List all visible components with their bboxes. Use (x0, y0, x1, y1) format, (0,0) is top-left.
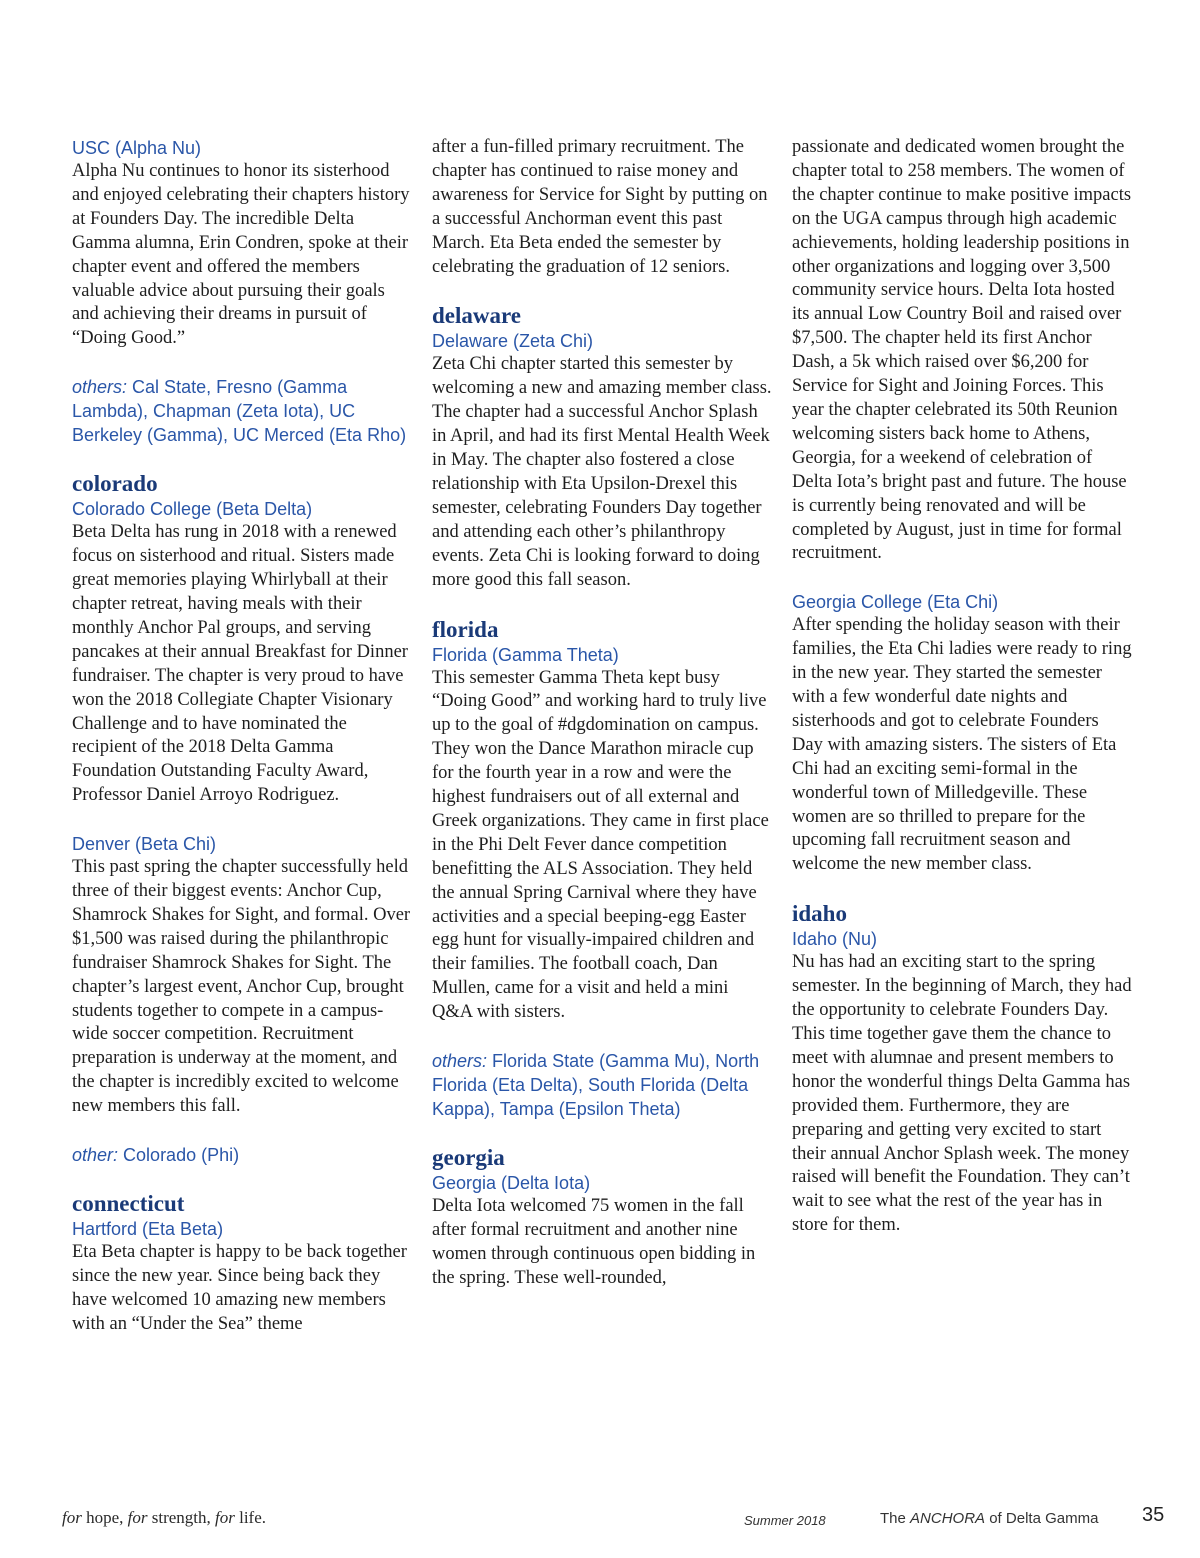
chapter-text-hartford: Eta Beta chapter is happy to be back together since the new year. Since being back they have welcomed 10 amazing new members with an “Under the Sea” theme (72, 1242, 407, 1334)
state-heading-idaho: idaho (792, 901, 847, 927)
others-list: Cal State, Fresno (Gamma Lambda), Chapman (Zeta Iota), UC Berkeley (Gamma), UC Merced (Eta Rho) (72, 377, 407, 446)
chapter-name-delaware: Delaware (Zeta Chi) (432, 331, 594, 352)
chapter-name-denver: Denver (Beta Chi) (72, 834, 217, 855)
others-list: Florida State (Gamma Mu), North Florida (Eta Delta), South Florida (Delta Kappa), Tampa (Epsilon Theta) (432, 1051, 760, 1120)
state-heading-florida: florida (432, 616, 499, 642)
chapter-name-usc: USC (Alpha Nu) (72, 138, 202, 158)
chapter-text-denver: This past spring the chapter successfully held three of their biggest events: Anchor Cup, Shamrock Shakes for Sight, and formal. Over $1,500 was raised during the philanthropic fundraiser Shamrock Shakes for Sight. The chapter’s largest event, Anchor Cup, brought students together to compete in a campus-wide soccer competition. Recruitment preparation is underway at the moment, and the chapter is incredibly excited to welcome new members this fall. (72, 857, 411, 1117)
others-label: others: (432, 1051, 488, 1072)
chapter-name-florida: Florida (Gamma Theta) (432, 644, 619, 665)
chapter-name-idaho: Idaho (Nu) (792, 929, 878, 950)
others-florida (432, 1049, 772, 1121)
chapter-name-hartford: Hartford (Eta Beta) (72, 1219, 224, 1240)
state-heading-colorado: colorado (72, 471, 158, 497)
page-number: 35 (1142, 1504, 1165, 1526)
state-heading-delaware: delaware (432, 303, 522, 329)
magazine-title (880, 1510, 1098, 1527)
column-1 (72, 136, 412, 1337)
chapter-text-georgia-continued: passionate and dedicated women brought the chapter total to 258 members. The women of the chapter continue to make positive impacts on the UGA campus through high academic achievements, holding leadership positions in other organizations and logging over 3,500 community service hours. Delta Iota hosted its annual Low Country Boil and raised over $7,500. The chapter held its first Anchor Dash, a 5k which raised over $6,200 for Service for Sight and Joining Forces. This year the chapter celebrated its 50th Reunion welcoming sisters back home to Athens, Georgia, for a weekend of celebration of Delta Iota’s bright past and future. The house is currently being renovated and will be completed by August, just in time for formal recruitment. (792, 137, 1132, 564)
chapter-text-colorado-college: Beta Delta has rung in 2018 with a renewed focus on sisterhood and ritual. Sisters made great memories playing Whirlyball at their chapter retreat, having meals with their monthly Anchor Pal groups, and serving pancakes at their annual Breakfast for Dinner fundraiser. The chapter is very proud to have won the 2018 Collegiate Chapter Visionary Challenge and to have nominated the recipient of the 2018 Delta Gamma Foundation Outstanding Faculty Award, Professor Daniel Arroyo Rodriguez. (72, 522, 408, 806)
footer-tagline (62, 1508, 266, 1528)
chapter-text-georgia: Delta Iota welcomed 75 women in the fall after formal recruitment and another nine women through continuous open bidding in the spring. These well-rounded, (432, 1196, 756, 1288)
tagline-life: life. (239, 1508, 267, 1527)
chapter-text-florida: This semester Gamma Theta kept busy “Doing Good” and working hard to truly live up to the goal of #dgdomination on campus. They won the Dance Marathon miracle cup for the fourth year in a row and were the highest fundraisers out of all external and Greek organizations. They came in first place in the Phi Delt Fever dance competition benefitting the ALS Association. They held the annual Spring Carnival where they have activities and a special beeping-egg Easter egg hunt for visually-impaired children and their families. The football coach, Dan Mullen, came for a visit and held a mini Q&A with sisters. (432, 667, 769, 1023)
tagline-for: for (215, 1508, 235, 1527)
chapter-text-usc: Alpha Nu continues to honor its sisterhood and enjoyed celebrating their chapters history at Founders Day. The incredible Delta Gamma alumna, Erin Condren, spoke at their chapter event and offered the members valuable advice about pursuing their goals and achieving their dreams in pursuit of “Doing Good.” (72, 161, 410, 349)
state-heading-georgia: georgia (432, 1145, 505, 1171)
column-2 (432, 136, 772, 1291)
magazine-title-suffix: of Delta Gamma (989, 1510, 1099, 1527)
tagline-for: for (127, 1508, 148, 1527)
chapter-text-delaware: Zeta Chi chapter started this semester by welcoming a new and amazing member class. The chapter had a successful Anchor Splash in April, and had its first Mental Health Week in May. The chapter also fostered a close relationship with Eta Upsilon-Drexel this semester, celebrating Founders Day together and attending each other’s philanthropy events. Zeta Chi is looking forward to doing more good this fall season. (432, 354, 772, 590)
chapter-text-georgia-college: After spending the holiday season with their families, the Eta Chi ladies were ready to ring in the new year. They started the semester with a few wonderful date nights and sisterhoods and got to celebrate Founders Day with amazing sisters. The sisters of Eta Chi had an exciting semi-formal in the wonderful town of Milledgeville. These women are so thrilled to prepare for the upcoming fall recruitment season and welcome the new member class. (792, 615, 1132, 875)
state-heading-connecticut: connecticut (72, 1191, 185, 1217)
column-3 (792, 136, 1132, 1238)
tagline-hope: hope, (86, 1508, 124, 1527)
chapter-name-georgia: Georgia (Delta Iota) (432, 1173, 591, 1194)
tagline-for: for (62, 1508, 82, 1527)
chapter-name-colorado-college: Colorado College (Beta Delta) (72, 499, 313, 520)
magazine-title-prefix: The (880, 1510, 906, 1527)
chapter-text-hartford-continued: after a fun-filled primary recruitment. The chapter has continued to raise money and awareness for Service for Sight by putting on a successful Anchorman event this past March. Eta Beta ended the semester by celebrating the graduation of 12 seniors. (432, 137, 768, 277)
others-california (72, 375, 412, 447)
tagline-strength: strength, (151, 1508, 211, 1527)
others-label: other: (72, 1145, 119, 1166)
others-colorado (72, 1143, 412, 1167)
others-label: others: (72, 377, 128, 398)
issue-season: Summer 2018 (744, 1513, 826, 1528)
page-footer (0, 1504, 1200, 1544)
chapter-name-georgia-college: Georgia College (Eta Chi) (792, 592, 999, 613)
magazine-title-name: ANCHORA (910, 1510, 986, 1527)
others-list: Colorado (Phi) (123, 1145, 240, 1166)
chapter-text-idaho: Nu has had an exciting start to the spring semester. In the beginning of March, they had the opportunity to celebrate Founders Day. This time together gave them the chance to meet with alumnae and present members to honor the wonderful things Delta Gamma has provided them. Furthermore, they are preparing and getting very excited to start their annual Anchor Splash week. The money raised will benefit the Foundation. They can’t wait to see what the rest of the year has in store for them. (792, 952, 1132, 1236)
